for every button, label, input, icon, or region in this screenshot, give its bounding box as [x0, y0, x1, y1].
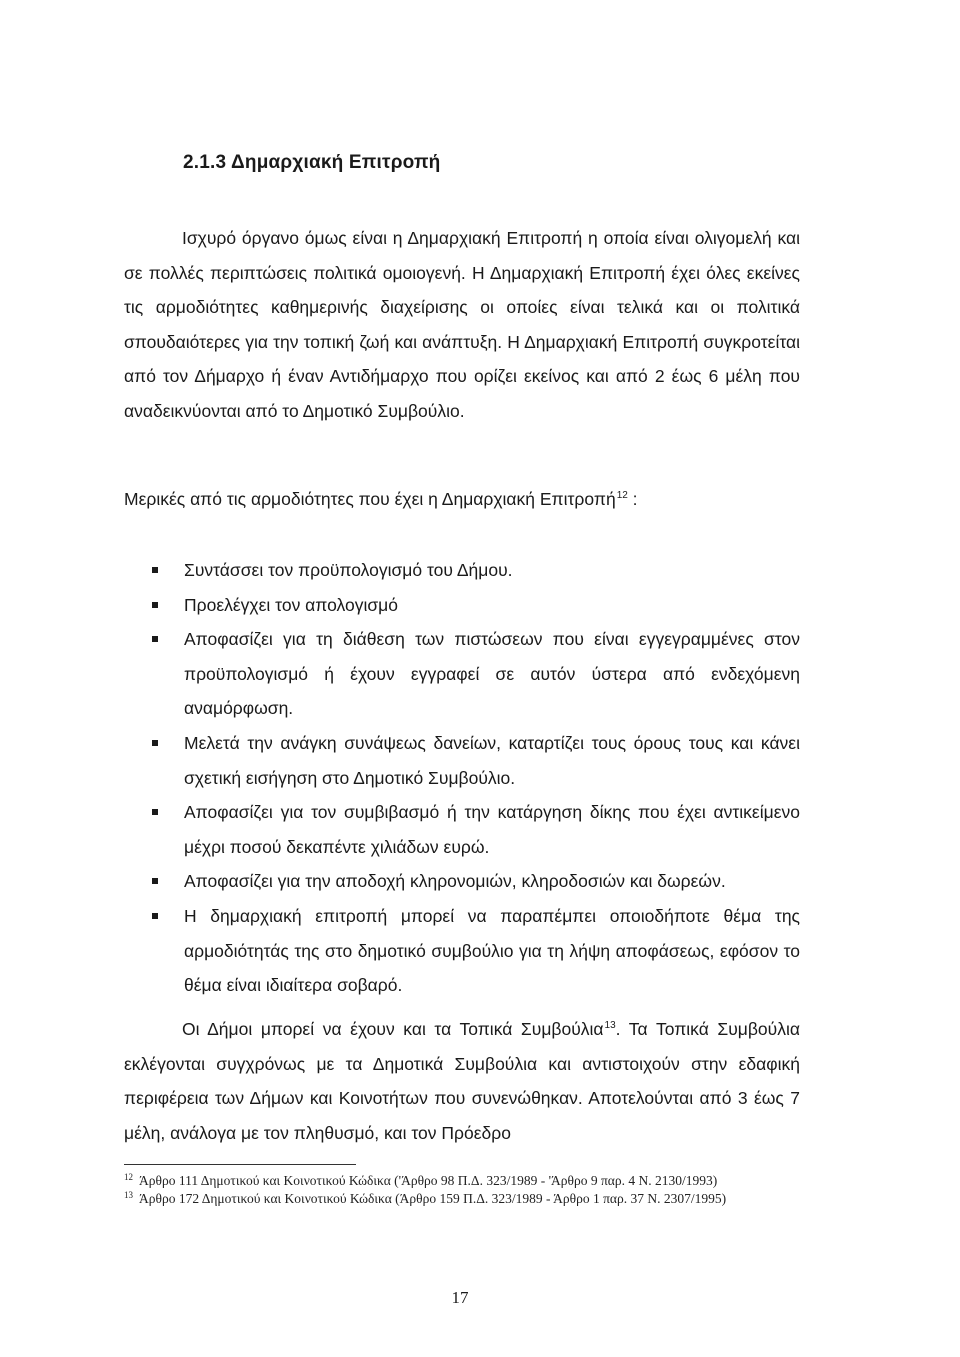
bullet-square-icon: [152, 636, 158, 642]
list-item-text: Αποφασίζει για τη διάθεση των πιστώσεων που είναι εγγεγραμμένες στον προϋπολογισμό ή έχουν εγγραφεί σε αυτόν ύστερα από ενδεχόμενη αναμόρφωση.: [184, 629, 800, 719]
paragraph-suffix: :: [627, 489, 638, 509]
footnote-number: 12: [124, 1171, 133, 1182]
list-item: [150, 795, 800, 864]
list-item: [150, 899, 800, 1003]
paragraph-text: Μερικές από τις αρμοδιότητες που έχει η Δημαρχιακή Επιτροπή: [124, 489, 616, 509]
footnote-divider: [124, 1164, 356, 1165]
paragraph-local-councils: [124, 1012, 800, 1150]
list-item-text: Αποφασίζει για τον συμβιβασμό ή την κατάργηση δίκης που έχει αντικείμενο μέχρι ποσού δεκαπέντε χιλιάδων ευρώ.: [184, 802, 800, 857]
footnote-number: 13: [124, 1189, 133, 1200]
footnote-ref: 13: [604, 1020, 616, 1032]
page-number: 17: [451, 1288, 469, 1307]
bullet-square-icon: [152, 740, 158, 746]
paragraph-text-continued: . Τα Τοπικά Συμβούλια εκλέγονται συγχρόνως με τα Δημοτικά Συμβούλια και αντιστοιχούν στην εδαφική περιφέρεια των Δήμων και Κοινοτήτων που συνενώθηκαν. Αποτελούνται από 3 έως 7 μέλη, ανάλογα με τον πληθυσμό, και τον Πρόεδρο: [124, 1019, 800, 1143]
paragraph-responsibilities-intro: [124, 482, 800, 517]
list-item: [150, 726, 800, 795]
bullet-square-icon: [152, 602, 158, 608]
bullet-square-icon: [152, 878, 158, 884]
bullet-square-icon: [152, 809, 158, 815]
responsibilities-list: [150, 553, 800, 1003]
footnote-ref: 12: [616, 490, 628, 502]
bullet-square-icon: [152, 567, 158, 573]
paragraph-text: Οι Δήμοι μπορεί να έχουν και τα Τοπικά Συμβούλια: [182, 1019, 604, 1039]
list-item-text: Προελέγχει τον απολογισμό: [184, 594, 398, 615]
list-item-text: Η δημαρχιακή επιτροπή μπορεί να παραπέμπει οποιοδήποτε θέμα της αρμοδιότητάς της στο δημοτικό συμβούλιο για τη λήψη αποφάσεως, εφόσον το θέμα είναι ιδιαίτερα σοβαρό.: [184, 905, 800, 996]
footnote-text: Άρθρο 111 Δημοτικού και Κοινοτικού Κώδικα ('Άρθρο 98 Π.Δ. 323/1989 - 'Άρθρο 9 παρ. 4 Ν. 2130/1993): [139, 1173, 718, 1188]
list-item-text: Αποφασίζει για την αποδοχή κληρονομιών, κληροδοσιών και δωρεών.: [184, 871, 726, 892]
footnotes: [124, 1172, 774, 1208]
list-item: [150, 588, 800, 623]
footnote-text: Άρθρο 172 Δημοτικού και Κοινοτικού Κώδικα (Άρθρο 159 Π.Δ. 323/1989 - Άρθρο 1 παρ. 37 Ν. 2307/1995): [139, 1191, 727, 1206]
section-heading: 2.1.3 Δημαρχιακή Επιτροπή: [183, 152, 441, 173]
list-item: [150, 622, 800, 726]
list-item-text: Συντάσσει τον προϋπολογισμό του Δήμου.: [184, 560, 513, 580]
list-item: [150, 864, 800, 899]
bullet-square-icon: [152, 913, 158, 919]
paragraph-intro: Ισχυρό όργανο όμως είναι η Δημαρχιακή Επιτροπή η οποία είναι ολιγομελή και σε πολλές περιπτώσεις πολιτικά ομοιογενή. Η Δημαρχιακή Επιτροπή έχει όλες εκείνες τις αρμοδιότητες καθημερινής διαχείρισης οι οποίες είναι τελικά και οι πολιτικά σπουδαιότερες για την τοπική ζωή και ανάπτυξη. Η Δημαρχιακή Επιτροπή συγκροτείται από τον Δήμαρχο ή έναν Αντιδήμαρχο που ορίζει εκείνος και από 2 έως 6 μέλη που αναδεικνύονται από το Δημοτικό Συμβούλιο.: [124, 228, 800, 421]
footnote-item: [124, 1172, 774, 1189]
footnote-item: [124, 1190, 774, 1207]
list-item: [150, 553, 800, 588]
list-item-text: Μελετά την ανάγκη συνάψεως δανείων, καταρτίζει τους όρους τους και κάνει σχετική εισήγηση στο Δημοτικό Συμβούλιο.: [184, 732, 800, 788]
